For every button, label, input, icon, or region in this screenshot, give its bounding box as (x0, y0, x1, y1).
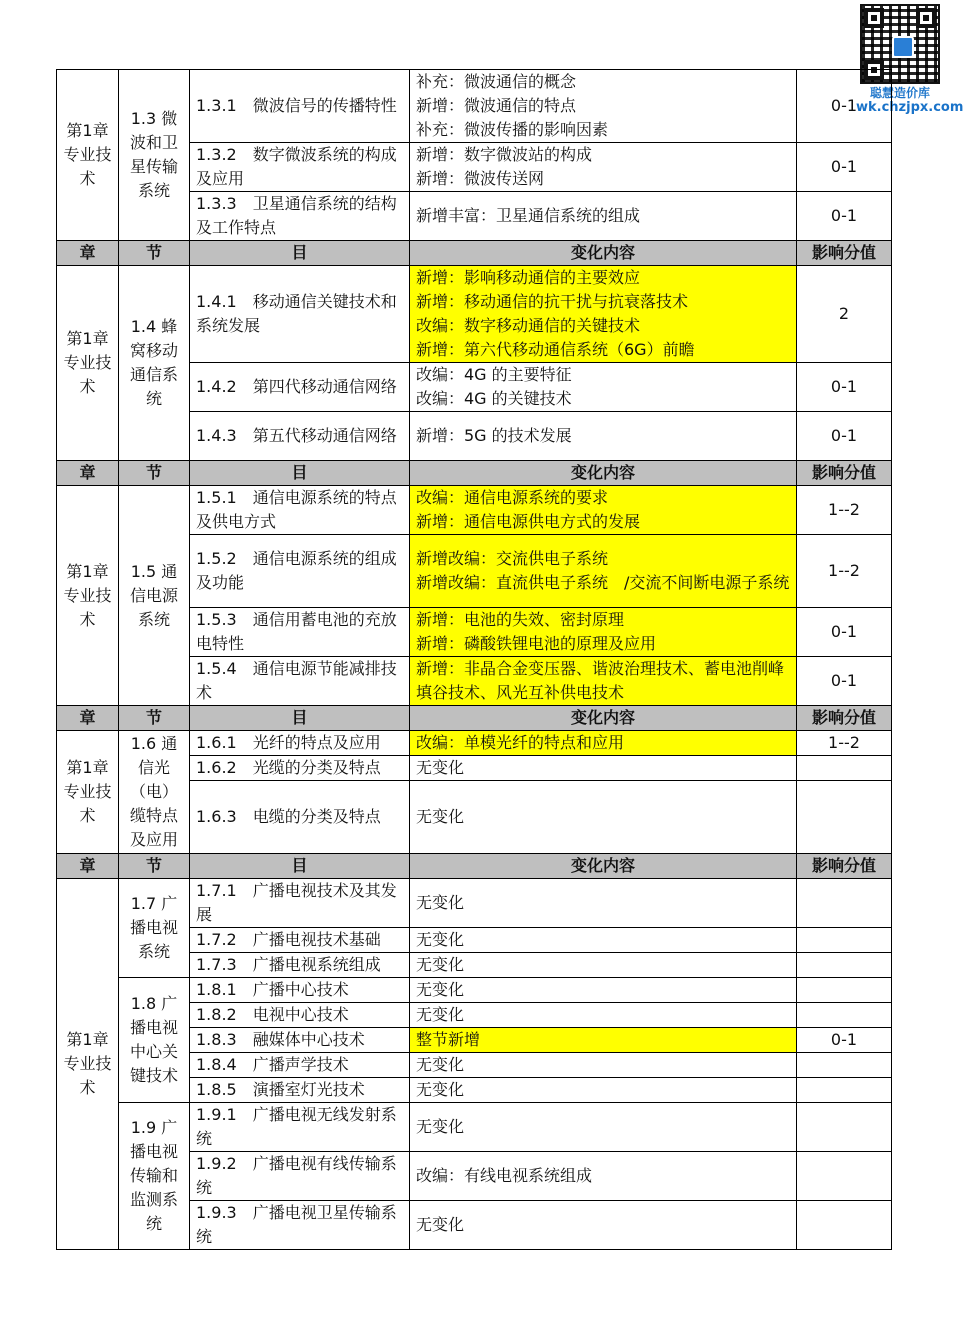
score-cell: 0-1 (797, 70, 892, 143)
header-score: 影响分值 (797, 241, 892, 266)
score-cell (797, 953, 892, 978)
change-line: 无变化 (416, 1080, 465, 1099)
change-line: 改编：单模光纤的特点和应用 (416, 733, 625, 752)
change-line: 无变化 (416, 980, 465, 999)
change-line: 无变化 (416, 955, 465, 974)
change-cell (410, 1028, 797, 1053)
score-cell: 0-1 (797, 192, 892, 241)
header-row (57, 854, 892, 879)
item-cell: 1.7.2 广播电视技术基础 (190, 928, 410, 953)
item-cell: 1.6.3 电缆的分类及特点 (190, 781, 410, 854)
item-cell: 1.5.2 通信电源系统的组成及功能 (190, 535, 410, 608)
change-cell (410, 535, 797, 608)
change-line: 改编：有线电视系统组成 (416, 1166, 593, 1185)
change-line: 新增：微波传送网 (416, 169, 545, 188)
change-cell (410, 953, 797, 978)
header-item: 目 (190, 241, 410, 266)
change-cell (410, 486, 797, 535)
change-line: 无变化 (416, 1005, 465, 1024)
item-cell: 1.8.4 广播声学技术 (190, 1053, 410, 1078)
chapter-cell: 第1章专业技术 (57, 879, 119, 1250)
change-line: 新增：数字微波站的构成 (416, 145, 593, 164)
table-row (57, 1103, 892, 1152)
change-line: 改编：4G 的关键技术 (416, 389, 572, 408)
watermark-url: wk.chzjpx.com (856, 100, 963, 115)
change-line: 新增：影响移动通信的主要效应 (416, 268, 641, 287)
item-cell: 1.9.3 广播电视卫星传输系统 (190, 1201, 410, 1250)
change-line: 无变化 (416, 758, 465, 777)
header-change: 变化内容 (410, 241, 797, 266)
score-cell: 1--2 (797, 486, 892, 535)
score-cell (797, 1053, 892, 1078)
change-cell (410, 1003, 797, 1028)
score-cell (797, 781, 892, 854)
change-line: 无变化 (416, 893, 465, 912)
change-line: 新增丰富：卫星通信系统的组成 (416, 206, 641, 225)
header-chapter: 章 (57, 461, 119, 486)
chapter-cell: 第1章专业技术 (57, 486, 119, 706)
change-cell (410, 143, 797, 192)
item-cell: 1.7.1 广播电视技术及其发展 (190, 879, 410, 928)
item-cell: 1.6.2 光缆的分类及特点 (190, 756, 410, 781)
change-line: 新增：移动通信的抗干扰与抗衰落技术 (416, 292, 689, 311)
header-score: 影响分值 (797, 461, 892, 486)
score-cell: 0-1 (797, 1028, 892, 1053)
item-cell: 1.7.3 广播电视系统组成 (190, 953, 410, 978)
table-row (57, 731, 892, 756)
chapter-cell: 第1章专业技术 (57, 70, 119, 241)
change-line: 补充：微波传播的影响因素 (416, 120, 609, 139)
change-cell (410, 657, 797, 706)
item-cell: 1.8.3 融媒体中心技术 (190, 1028, 410, 1053)
item-cell: 1.4.3 第五代移动通信网络 (190, 412, 410, 461)
score-cell: 0-1 (797, 608, 892, 657)
header-score: 影响分值 (797, 706, 892, 731)
table-row (57, 879, 892, 928)
change-cell (410, 1078, 797, 1103)
score-cell (797, 1201, 892, 1250)
header-section: 节 (119, 461, 190, 486)
score-cell: 2 (797, 266, 892, 363)
watermark-site-name: 聪慧造价库 (869, 86, 930, 100)
change-cell (410, 266, 797, 363)
header-change: 变化内容 (410, 854, 797, 879)
change-line: 新增：非晶合金变压器、谐波治理技术、蓄电池削峰填谷技术、风光互补供电技术 (416, 659, 785, 702)
header-row (57, 461, 892, 486)
change-line: 补充：微波通信的概念 (416, 72, 577, 91)
header-item: 目 (190, 854, 410, 879)
change-line: 无变化 (416, 1055, 465, 1074)
score-cell (797, 1152, 892, 1201)
item-cell: 1.9.2 广播电视有线传输系统 (190, 1152, 410, 1201)
header-item: 目 (190, 461, 410, 486)
item-cell: 1.5.3 通信用蓄电池的充放电特性 (190, 608, 410, 657)
item-cell: 1.9.1 广播电视无线发射系统 (190, 1103, 410, 1152)
item-cell: 1.8.5 演播室灯光技术 (190, 1078, 410, 1103)
change-line: 改编：4G 的主要特征 (416, 365, 572, 384)
change-cell (410, 1152, 797, 1201)
change-cell (410, 731, 797, 756)
score-cell (797, 1003, 892, 1028)
change-line: 新增改编：交流供电子系统 (416, 549, 609, 568)
change-cell (410, 1103, 797, 1152)
change-line: 改编：通信电源系统的要求 (416, 488, 609, 507)
header-row (57, 241, 892, 266)
score-cell: 0-1 (797, 143, 892, 192)
chapter-cell: 第1章专业技术 (57, 731, 119, 854)
item-cell: 1.5.1 通信电源系统的特点及供电方式 (190, 486, 410, 535)
change-line: 新增改编：直流供电子系统 /交流不间断电源子系统 (416, 573, 790, 592)
score-cell (797, 928, 892, 953)
change-line: 新增：第六代移动通信系统（6G）前瞻 (416, 340, 695, 359)
header-row (57, 706, 892, 731)
change-cell (410, 608, 797, 657)
header-section: 节 (119, 706, 190, 731)
change-line: 新增：微波通信的特点 (416, 96, 577, 115)
table-row (57, 978, 892, 1003)
header-chapter: 章 (57, 706, 119, 731)
header-item: 目 (190, 706, 410, 731)
change-cell (410, 1053, 797, 1078)
score-cell (797, 1078, 892, 1103)
change-line: 无变化 (416, 807, 465, 826)
score-cell (797, 879, 892, 928)
item-cell: 1.6.1 光纤的特点及应用 (190, 731, 410, 756)
header-section: 节 (119, 854, 190, 879)
header-chapter: 章 (57, 241, 119, 266)
section-cell: 1.4 蜂窝移动通信系统 (119, 266, 190, 461)
change-cell (410, 412, 797, 461)
item-cell: 1.4.2 第四代移动通信网络 (190, 363, 410, 412)
change-line: 新增：电池的失效、密封原理 (416, 610, 625, 629)
change-cell (410, 363, 797, 412)
section-cell: 1.7 广播电视系统 (119, 879, 190, 978)
change-line: 新增：通信电源供电方式的发展 (416, 512, 641, 531)
header-chapter: 章 (57, 854, 119, 879)
chapter-cell: 第1章专业技术 (57, 266, 119, 461)
item-cell: 1.8.2 电视中心技术 (190, 1003, 410, 1028)
change-line: 无变化 (416, 1117, 465, 1136)
score-cell (797, 1103, 892, 1152)
change-cell (410, 928, 797, 953)
score-cell: 0-1 (797, 363, 892, 412)
change-cell (410, 756, 797, 781)
table-row (57, 70, 892, 143)
change-cell (410, 978, 797, 1003)
table-row (57, 266, 892, 363)
item-cell: 1.3.2 数字微波系统的构成及应用 (190, 143, 410, 192)
score-cell (797, 978, 892, 1003)
score-cell: 1--2 (797, 731, 892, 756)
item-cell: 1.3.1 微波信号的传播特性 (190, 70, 410, 143)
score-cell: 0-1 (797, 412, 892, 461)
change-cell (410, 879, 797, 928)
change-cell (410, 70, 797, 143)
score-cell: 1--2 (797, 535, 892, 608)
change-line: 整节新增 (416, 1030, 481, 1049)
header-change: 变化内容 (410, 706, 797, 731)
change-line: 无变化 (416, 930, 465, 949)
change-line: 无变化 (416, 1215, 465, 1234)
header-score: 影响分值 (797, 854, 892, 879)
item-cell: 1.8.1 广播中心技术 (190, 978, 410, 1003)
item-cell: 1.4.1 移动通信关键技术和系统发展 (190, 266, 410, 363)
change-cell (410, 781, 797, 854)
section-cell: 1.6 通信光（电）缆特点及应用 (119, 731, 190, 854)
score-cell (797, 756, 892, 781)
change-cell (410, 1201, 797, 1250)
score-cell: 0-1 (797, 657, 892, 706)
section-cell: 1.3 微波和卫星传输系统 (119, 70, 190, 241)
header-section: 节 (119, 241, 190, 266)
header-change: 变化内容 (410, 461, 797, 486)
item-cell: 1.5.4 通信电源节能减排技术 (190, 657, 410, 706)
change-line: 改编：数字移动通信的关键技术 (416, 316, 641, 335)
section-cell: 1.9 广播电视传输和监测系统 (119, 1103, 190, 1250)
change-cell (410, 192, 797, 241)
syllabus-change-table (56, 69, 892, 1250)
section-cell: 1.5 通信电源系统 (119, 486, 190, 706)
section-cell: 1.8 广播电视中心关键技术 (119, 978, 190, 1103)
item-cell: 1.3.3 卫星通信系统的结构及工作特点 (190, 192, 410, 241)
table-row (57, 486, 892, 535)
change-line: 新增：5G 的技术发展 (416, 426, 572, 445)
change-line: 新增：磷酸铁锂电池的原理及应用 (416, 634, 657, 653)
